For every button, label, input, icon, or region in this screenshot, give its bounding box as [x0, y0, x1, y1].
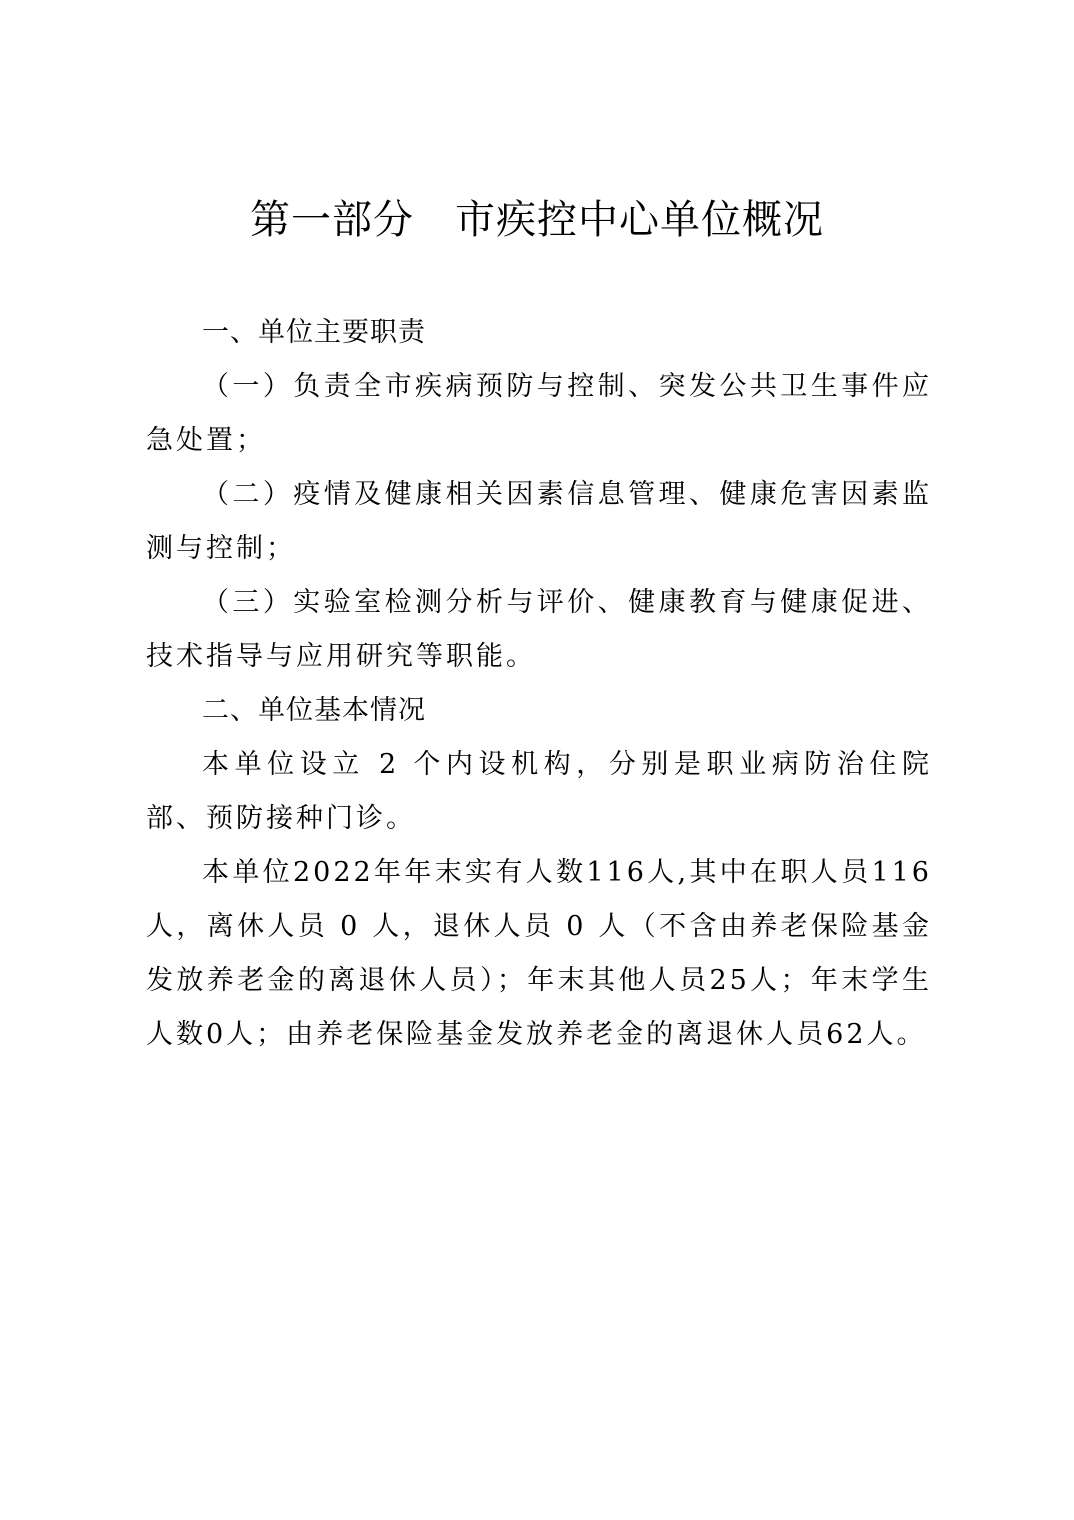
page-title: 第一部分 市疾控中心单位概况 — [250, 197, 824, 243]
document-body — [146, 306, 932, 1062]
basic-info-paragraph-1: 本单位设立 2 个内设机构，分别是职业病防治住院部、预防接种门诊。 — [146, 749, 932, 834]
basic-info-paragraph-2: 本单位2022年年末实有人数116人,其中在职人员116人，离休人员 0 人，退休人员 0 人（不含由养老保险基金发放养老金的离退休人员）；年末其他人员25人；年末学生人数0人；由养老保险基金发放养老金的离退休人员62人。 — [146, 857, 932, 1050]
duty-paragraph-2: （二）疫情及健康相关因素信息管理、健康危害因素监测与控制； — [146, 479, 932, 564]
duty-paragraph-1: （一）负责全市疾病预防与控制、突发公共卫生事件应急处置； — [146, 371, 932, 456]
duty-paragraph-3: （三）实验室检测分析与评价、健康教育与健康促进、技术指导与应用研究等职能。 — [146, 587, 932, 672]
section-heading-duties: 一、单位主要职责 — [202, 317, 426, 348]
section-heading-basic-info: 二、单位基本情况 — [202, 695, 426, 726]
